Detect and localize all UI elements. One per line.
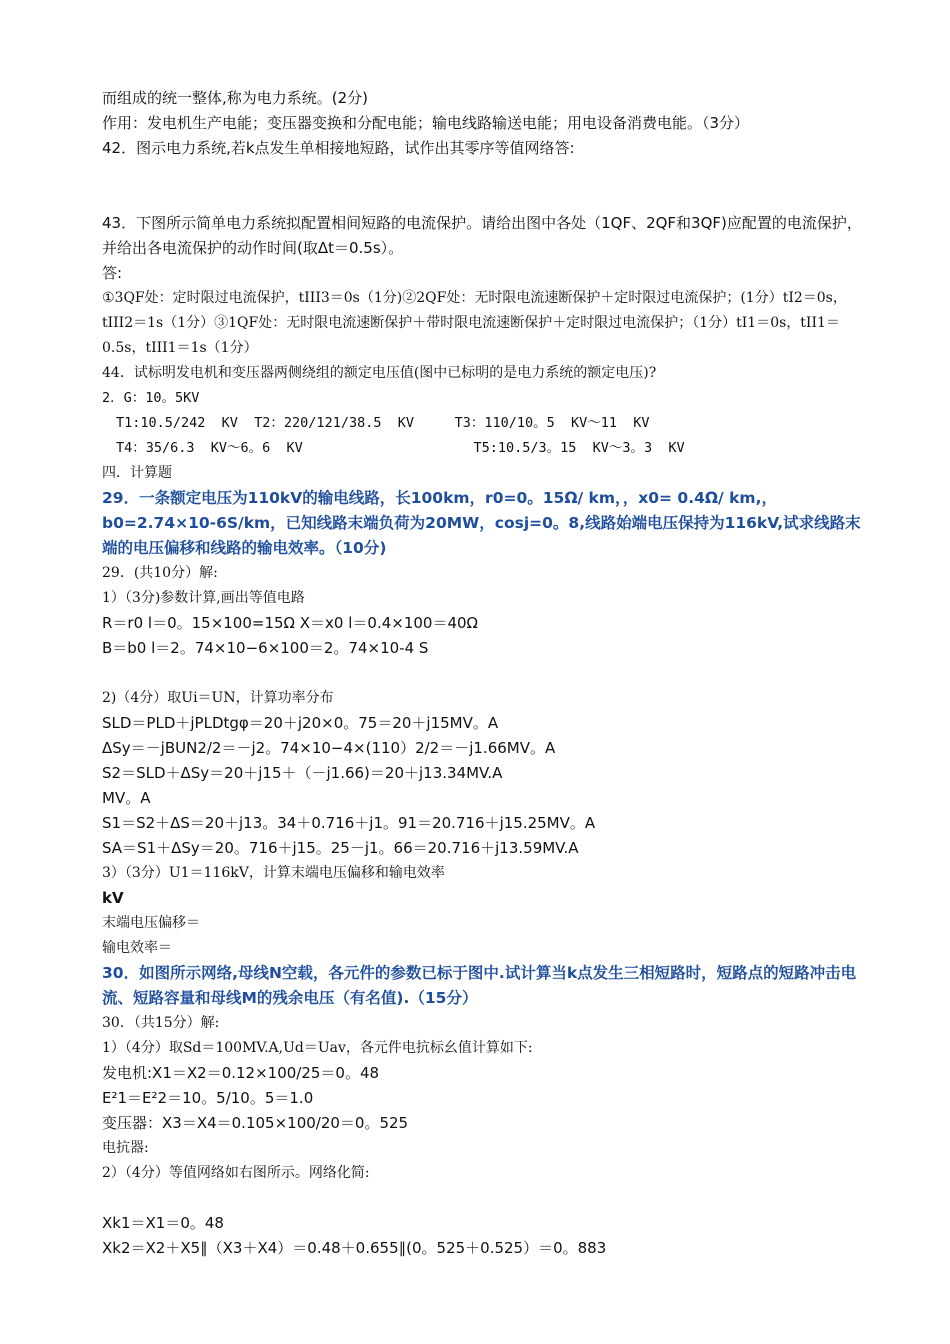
efficiency: 输电效率＝ — [102, 940, 172, 956]
spacer — [102, 1186, 862, 1211]
spacer — [102, 661, 862, 686]
formula-r-x: R＝r0 l＝0。15×100=15Ω X＝x0 l＝0.4×100＝40Ω — [102, 614, 479, 632]
solution-30-step2: 2）（4分）等值网络如右图所示。网络化简: — [102, 1165, 370, 1181]
section-heading: 四．计算题 — [102, 465, 172, 481]
solution-29-step2: 2)（4分）取Ui＝UN，计算功率分布 — [102, 690, 334, 706]
spacer — [102, 161, 862, 211]
question-42: 42．图示电力系统,若k点发生单相接地短路，试作出其零序等值网络答: — [102, 139, 575, 157]
formula-xk1: Xk1＝X1＝0。48 — [102, 1214, 224, 1232]
text-line: 作用：发电机生产电能；变压器变换和分配电能；输电线路输送电能；用电设备消费电能。（3分） — [102, 114, 750, 132]
formula-s2: S2＝SLD＋ΔSy＝20＋j15＋（－j1.66)＝20＋j13.34MV.A — [102, 764, 503, 782]
formula-s1: S1＝S2＋ΔS＝20＋j13。34＋0.716＋j1。91＝20.716＋j15.25MV。A — [102, 814, 596, 832]
solution-29-step1: 1）（3分)参数计算,画出等值电路 — [102, 590, 305, 606]
solution-30-step1: 1）（4分）取Sd＝100MV.A,Ud＝Uav，各元件电抗标幺值计算如下: — [102, 1040, 533, 1056]
formula-transformer: 变压器：X3＝X4＝0.105×100/20＝0。525 — [102, 1114, 409, 1132]
formula-b: B＝b0 l＝2。74×10−6×100＝2。74×10-4 S — [102, 639, 429, 657]
formula-e: E²1＝E²2＝10。5/10。5＝1.0 — [102, 1089, 314, 1107]
voltage-deviation: 末端电压偏移＝ — [102, 915, 200, 931]
question-44: 44．试标明发电机和变压器两侧绕组的额定电压值(图中已标明的是电力系统的额定电压)? — [102, 365, 657, 381]
unit-kv: kV — [102, 889, 124, 907]
answer-label: 答: — [102, 264, 123, 282]
document-page — [102, 86, 862, 1261]
formula-xk2: Xk2＝X2＋X5∥（X3＋X4）＝0.48＋0.655∥(0。525＋0.525）＝0。883 — [102, 1239, 607, 1257]
formula-generator: 发电机:X1＝X2＝0.12×100/25＝0。48 — [102, 1064, 380, 1082]
formula-sld: SLD＝PLD＋jPLDtgφ＝20＋j20×0。75＝20＋j15MV。A — [102, 714, 499, 732]
formula-delta-sy: ΔSy＝－jBUN2/2＝－j2。74×10−4×(110）2/2＝－j1.66MV。A — [102, 739, 556, 757]
solution-29-step3: 3）（3分）U1＝116kV，计算末端电压偏移和输电效率 — [102, 865, 445, 881]
answer-44-t1: T1:10.5/242 KV T2：220/121/38.5 KV T3：110/10。5 KV～11 KV — [116, 415, 650, 431]
solution-29-title: 29．(共10分）解: — [102, 565, 218, 581]
answer-44-t4: T4：35/6.3 KV～6。6 KV T5:10.5/3。15 KV～3。3 KV — [116, 440, 685, 456]
question-43: 43．下图所示简单电力系统拟配置相间短路的电流保护。请给出图中各处（1QF、2QF和3QF)应配置的电流保护，并给出各电流保护的动作时间(取Δt＝0.5s）。 — [102, 214, 862, 257]
formula-sa: SA＝S1＋ΔSy＝20。716＋j15。25－j1。66＝20.716＋j13.59MV.A — [102, 839, 579, 857]
text-line: 而组成的统一整体,称为电力系统。(2分) — [102, 89, 369, 107]
solution-30-title: 30．（共15分）解: — [102, 1015, 220, 1031]
problem-29: 29．一条额定电压为110kV的输电线路，长100km，r0=0。15Ω/ km，，x0= 0.4Ω/ km,，b0=2.74×10-6S/km，已知线路末端负荷为20MW，cosj=0。8,线路始端电压保持为116kV,试求线路末端的电压偏移和线路的输电效率。（10分) — [102, 489, 861, 557]
formula-unit: MV。A — [102, 789, 151, 807]
answer-43: ①3QF处：定时限过电流保护，tIII3＝0s（1分)②2QF处：无时限电流速断保护＋定时限过电流保护；(1分）tI2＝0s，tIII2＝1s（1分）③1QF处：无时限电流速断保护＋带时限电流速断保护＋定时限过电流保护；（1分）tI1＝0s，tII1＝0.5s，tIII1＝1s（1分） — [102, 290, 847, 356]
problem-30: 30．如图所示网络,母线N空载，各元件的参数已标于图中.试计算当k点发生三相短路时，短路点的短路冲击电流、短路容量和母线M的残余电压（有名值).（15分） — [102, 964, 857, 1007]
answer-44-g: 2．G：10。5KV — [102, 390, 200, 406]
reactor-label: 电抗器: — [102, 1140, 149, 1156]
